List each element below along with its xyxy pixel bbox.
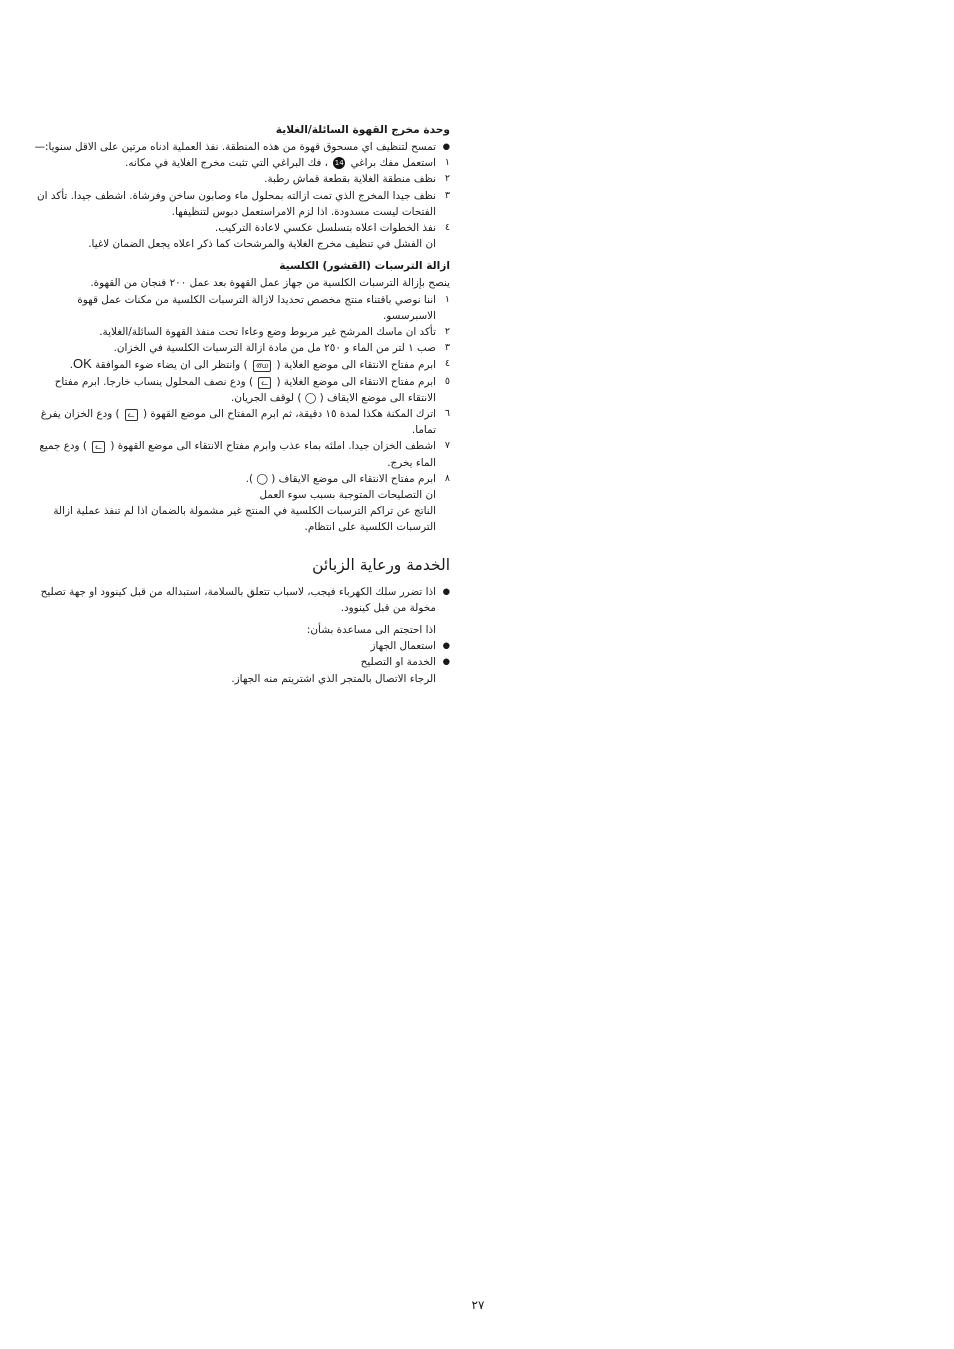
contact-text: الرجاء الاتصال بالمتجر الذي اشتريتم منه الجهاز. bbox=[231, 672, 436, 685]
step-item: ٣ نظف جيدا المخرج الذي تمت ازالته بمحلول ماء وصابون ساخن وفرشاة. اشطف جيدا. تأكد ان الفتحات ليست مسدودة. اذا لزم الامراستعمل دبوس لتنظيفها. bbox=[37, 189, 450, 218]
warranty-note-line2: الناتج عن تراكم الترسبات الكلسية في المنتج غير مشمولة بالضمان اذا لم تنفذ عملية ازالة الترسبات الكلسية على انتظام. bbox=[53, 505, 436, 534]
step-item: ١ استعمل مفك براغي 14 ، فك البراغي التي تثبت مخرج الغلاية في مكانه. bbox=[125, 157, 450, 170]
warning-text: ان الفشل في تنظيف مخرج الغلاية والمرشحات كما ذكر اعلاه يجعل الضمان لاغيا. bbox=[88, 238, 436, 251]
bullet-item: ● اذا تضرر سلك الكهرباء فيجب، لاسباب تتعلق بالسلامة، استبداله من قبل كينوود او جهة تصليح مخولة من قبل كينوود. bbox=[40, 585, 450, 614]
bullet-item: ● الخدمة او التصليح bbox=[28, 654, 450, 670]
cup-icon: ᓚ bbox=[92, 441, 105, 453]
bullet-item: ● استعمال الجهاز bbox=[28, 638, 450, 654]
ok-light-label: OK bbox=[73, 356, 92, 372]
bullet-icon: ● bbox=[442, 586, 450, 597]
bullet-icon: ● bbox=[442, 641, 450, 652]
section-heading-service: الخدمة ورعاية الزبائن bbox=[312, 555, 450, 574]
step-item: ٢ تأكد ان ماسك المرشح غير مربوط وضع وعاءا تحت منفذ القهوة السائلة/الغلاية. bbox=[99, 326, 450, 339]
step-item: ٢ نظف منطقة الغلاية بقطعة قماش رطبة. bbox=[264, 173, 450, 186]
step-item: ٤ ابرم مفتاح الانتقاء الى موضع الغلاية ( ഝ ) وانتظر الى ان يضاء ضوء الموافقة OK. bbox=[69, 356, 450, 372]
step-item: ٧ اشطف الخزان جيدا. املئه بماء عذب وابرم مفتاح الانتقاء الى موضع القهوة ( ᓚ ) ودع جميع الماء يخرج. bbox=[39, 440, 450, 469]
step-item: ٦ اترك المكنة هكذا لمدة ١٥ دقيقة، ثم ابرم المفتاح الى موضع القهوة ( ᓚ ) ودع الخزان يفرغ تماما. bbox=[40, 408, 450, 437]
step-item: ٨ ابرم مفتاح الانتقاء الى موضع الايقاف ( ◯ ). bbox=[245, 472, 450, 485]
bullet-icon: ● bbox=[442, 142, 450, 152]
step-item: ٥ ابرم مفتاح الانتقاء الى موضع الغلاية ( ᓚ ) ودع نصف المحلول ينساب خارجا. ابرم مفتاح الانتقاء الى موضع الايقاف ( ◯ ) لوقف الجريان. bbox=[54, 375, 450, 404]
warranty-note-line1: ان التصليحات المتوجبة بسبب سوء العمل bbox=[259, 489, 436, 502]
manual-page bbox=[28, 122, 450, 687]
step-item: ١ اننا نوصي باقتناء منتج مخصص تحديدا لازالة الترسبات الكلسية من مكنات عمل قهوة الاسبرسسو. bbox=[77, 293, 450, 322]
step-item: ٤ نفذ الخطوات اعلاه بتسلسل عكسي لاعادة التركيب. bbox=[214, 222, 450, 235]
bullet-item: ● تمسح لتنظيف اي مسحوق قهوة من هذه المنطقة. نفذ العملية ادناه مرتين على الاقل سنويا:— bbox=[28, 139, 450, 155]
cup-icon: ᓚ bbox=[258, 377, 271, 389]
cup-icon: ᓚ bbox=[125, 409, 138, 421]
help-intro: اذا احتجتم الى مساعدة بشأن: bbox=[306, 624, 436, 637]
section-heading-descaling: ازالة الترسبات (القشور) الكلسية bbox=[279, 260, 450, 273]
part-number-badge: 14 bbox=[334, 159, 344, 168]
step-item: ٣ صب ١ لتر من الماء و ٢٥٠ مل من مادة ازالة الترسبات الكلسية في الخزان. bbox=[113, 342, 450, 355]
section-heading-brew-unit: وحدة مخرج القهوة السائلة/الغلاية bbox=[275, 124, 450, 136]
page-number: ٢٧ bbox=[471, 1298, 485, 1312]
bullet-icon: ● bbox=[442, 657, 450, 668]
steam-icon: ഝ bbox=[253, 360, 271, 372]
descaling-intro: ينصح بإزالة الترسبات الكلسية من جهاز عمل القهوة بعد عمل ٢٠٠ فنجان من القهوة. bbox=[90, 277, 450, 290]
